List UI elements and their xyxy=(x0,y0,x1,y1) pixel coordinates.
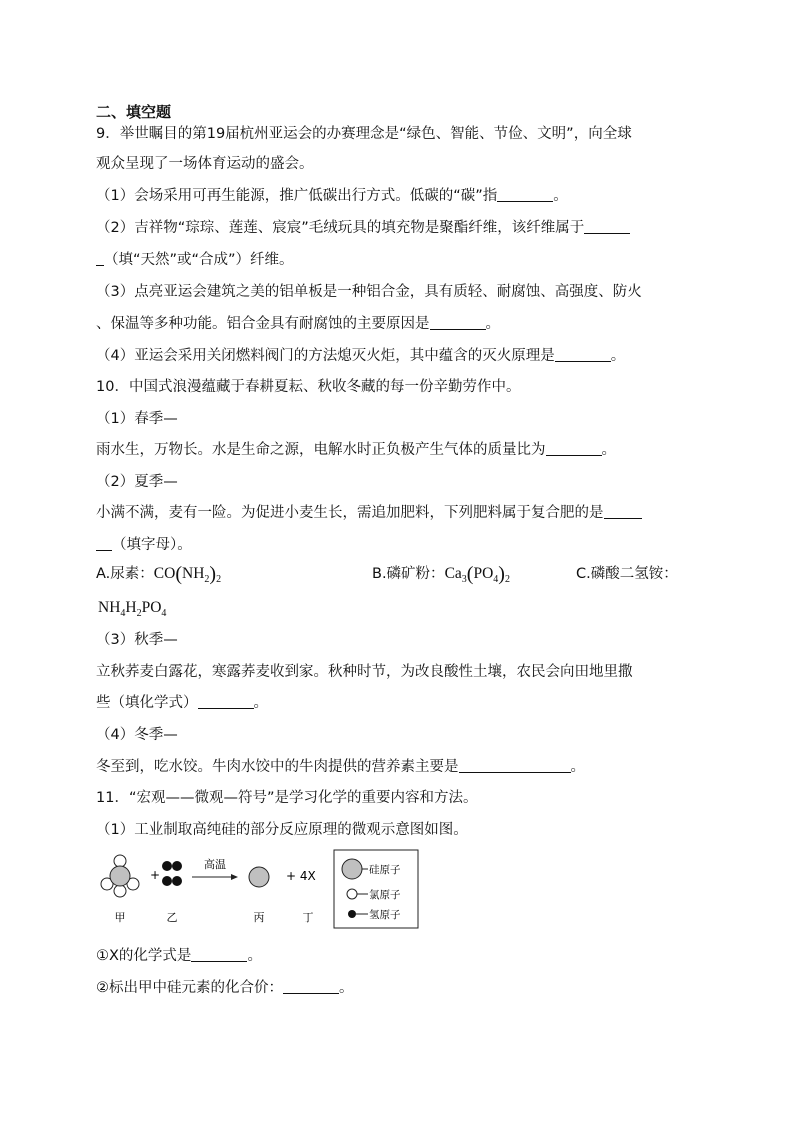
q11-stem: 11．“宏观——微观—符号”是学习化学的重要内容和方法。 xyxy=(96,790,478,806)
q10-part4-text: 冬至到，吃水饺。牛肉水饺中的牛肉提供的营养素主要是 xyxy=(96,759,459,775)
answer-blank-cont[interactable] xyxy=(96,536,112,551)
answer-blank[interactable] xyxy=(555,347,611,362)
q10-part4-end: 。 xyxy=(570,759,585,775)
label-bing: 丙 xyxy=(253,911,265,924)
q11-sub2 xyxy=(96,978,354,998)
molecule-yi xyxy=(162,861,182,886)
answer-blank[interactable] xyxy=(546,441,602,456)
plus-4x: + 4X xyxy=(286,869,316,883)
q9-stem-line1: 9．举世瞩目的第19届杭州亚运会的办赛理念是“绿色、智能、节俭、文明”，向全球 xyxy=(96,126,632,142)
q9-part2-line1 xyxy=(96,218,630,238)
ammonium-phosphate-formula: $NH_4H_2PO_4$ xyxy=(98,599,167,620)
label-jia: 甲 xyxy=(114,911,126,924)
legend-hydrogen: 氢原子 xyxy=(369,909,401,921)
q11-sub1-end: 。 xyxy=(247,948,262,964)
q10-part2-line2 xyxy=(96,535,192,555)
answer-blank-cont[interactable] xyxy=(96,251,104,266)
urea-formula: $CO(NH_2)_2$ xyxy=(153,563,222,586)
q9-part2-line2 xyxy=(96,250,294,270)
q11-sub2-end: 。 xyxy=(339,980,354,996)
q10-part3-line1: 立秋荞麦白露花，寒露荞麦收到家。秋种时节，为改良酸性土壤，农民会向田地里撒 xyxy=(96,664,633,680)
q9-part4 xyxy=(96,346,625,366)
q9-part1 xyxy=(96,186,568,206)
q9-part1-text: （1）会场采用可再生能源，推广低碳出行方式。低碳的“碳”指 xyxy=(96,188,498,204)
q10-part4 xyxy=(96,757,585,777)
q9-stem-line2: 观众呈现了一场体育运动的盛会。 xyxy=(96,156,314,172)
q10-part3-text: 些（填化学式） xyxy=(96,695,198,711)
arrow-label: 高温 xyxy=(204,858,226,871)
option-a-label: A.尿素： xyxy=(96,566,154,582)
q10-part2-head: （2）夏季— xyxy=(96,474,178,490)
q10-stem: 10．中国式浪漫蕴藏于春耕夏耘、秋收冬藏的每一份辛勤劳作中。 xyxy=(96,379,521,395)
q9-part3-text: 、保温等多种功能。铝合金具有耐腐蚀的主要原因是 xyxy=(96,316,430,332)
q11-sub1-text: ①X的化学式是 xyxy=(96,948,192,964)
molecule-bing xyxy=(249,867,269,887)
reaction-micro-diagram xyxy=(90,848,430,930)
q10-part1-head: （1）春季— xyxy=(96,411,178,427)
q9-part1-end: 。 xyxy=(553,188,568,204)
legend-box xyxy=(334,850,418,928)
answer-blank[interactable] xyxy=(283,979,339,994)
legend-chlorine: 氯原子 xyxy=(369,889,401,901)
reaction-arrow xyxy=(192,874,238,880)
option-b xyxy=(372,564,510,590)
answer-blank[interactable] xyxy=(584,219,630,234)
plus-sign: + xyxy=(150,868,161,882)
q11-part1: （1）工业制取高纯硅的部分反应原理的微观示意图如图。 xyxy=(96,822,468,838)
option-a xyxy=(96,564,221,590)
q10-part2-text2: （填字母）。 xyxy=(112,537,192,553)
label-ding: 丁 xyxy=(302,911,314,924)
q10-part2-line1 xyxy=(96,503,642,523)
section-title: 二、填空题 xyxy=(96,103,172,121)
label-yi: 乙 xyxy=(166,911,178,924)
answer-blank[interactable] xyxy=(430,315,486,330)
answer-blank[interactable] xyxy=(198,694,254,709)
q10-part4-head: （4）冬季— xyxy=(96,727,178,743)
q9-part4-end: 。 xyxy=(610,348,626,364)
q10-part1-text: 雨水生，万物长。水是生命之源，电解水时正负极产生气体的质量比为 xyxy=(96,442,546,458)
q9-part4-text: （4）亚运会采用关闭燃料阀门的方法熄灭火炬，其中蕴含的灭火原理是 xyxy=(96,348,555,364)
q10-part2-text: 小满不满，麦有一险。为促进小麦生长，需追加肥料，下列肥料属于复合肥的是 xyxy=(96,505,604,521)
phosphate-rock-formula: $Ca_3(PO_4)_2$ xyxy=(444,563,510,586)
q11-sub2-text: ②标出甲中硅元素的化合价： xyxy=(96,980,283,996)
answer-blank[interactable] xyxy=(604,504,642,519)
q10-part3-line2 xyxy=(96,693,268,713)
q10-part3-end: 。 xyxy=(253,695,268,711)
q9-part3-end: 。 xyxy=(485,316,500,332)
answer-blank[interactable] xyxy=(191,947,247,962)
answer-blank[interactable] xyxy=(497,187,553,202)
q9-part2-text2: （填“天然”或“合成”）纤维。 xyxy=(104,252,294,268)
q9-part2-text: （2）吉祥物“琮琮、莲莲、宸宸”毛绒玩具的填充物是聚酯纤维，该纤维属于 xyxy=(96,220,585,236)
option-c: C.磷酸二氢铵： xyxy=(576,566,678,582)
option-b-label: B.磷矿粉： xyxy=(372,566,445,582)
answer-blank[interactable] xyxy=(459,758,571,773)
q9-part3-line1: （3）点亮亚运会建筑之美的铝单板是一种铝合金，具有质轻、耐腐蚀、高强度、防火 xyxy=(96,284,642,300)
q10-part3-head: （3）秋季— xyxy=(96,632,178,648)
molecule-jia xyxy=(101,855,139,897)
q10-part1 xyxy=(96,440,616,460)
legend-silicon: 硅原子 xyxy=(369,864,401,876)
q9-part3-line2 xyxy=(96,314,500,334)
q10-part1-end: 。 xyxy=(601,442,616,458)
q11-sub1 xyxy=(96,946,262,966)
